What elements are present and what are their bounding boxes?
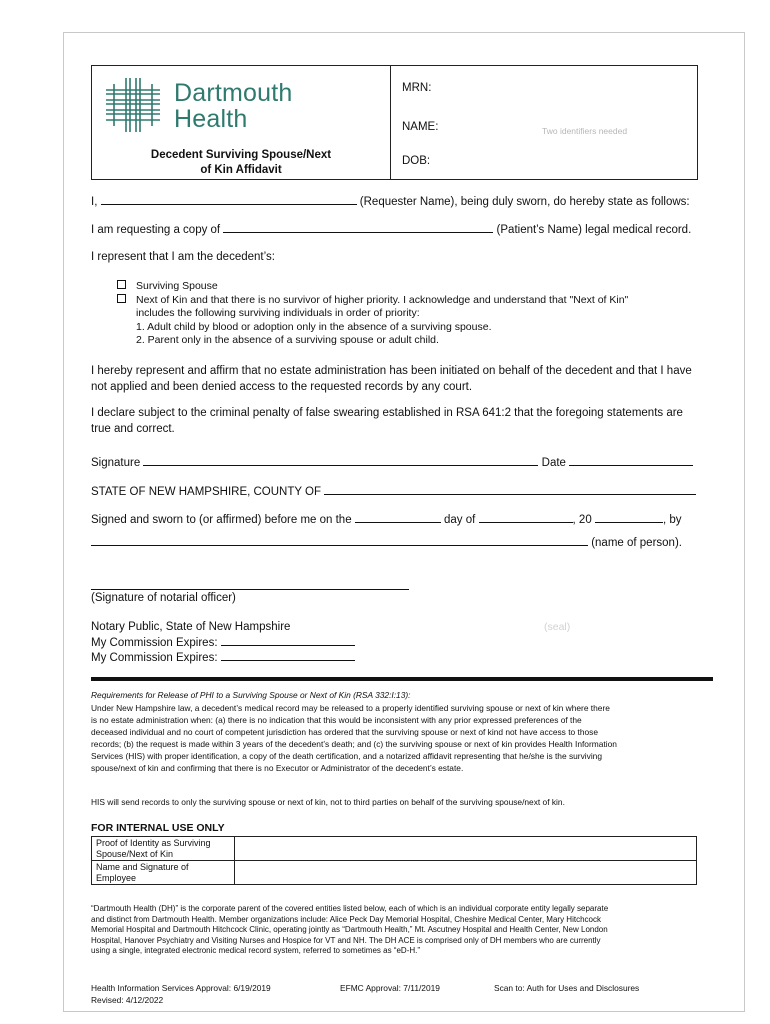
sworn-prefix: Signed and sworn to (or affirmed) before me on the xyxy=(91,514,352,526)
declare-line-2: true and correct. xyxy=(91,422,175,435)
requirements-line: spouse/next of kin and confirming that there is no Executor or Administrator of the decedent’s estate. xyxy=(91,763,464,773)
corporate-disclaimer xyxy=(91,904,713,957)
dob-label: DOB: xyxy=(402,155,431,167)
requirements-title: Requirements for Release of PHI to a Surviving Spouse or Next of Kin (RSA 332:I:13): xyxy=(91,690,411,700)
sworn-day-field[interactable] xyxy=(355,513,441,523)
scan-to: Scan to: Auth for Uses and Disclosures xyxy=(494,983,640,993)
represent-line: I represent that I am the decedent’s: xyxy=(91,251,275,263)
sworn-day-label: day of xyxy=(444,514,476,526)
form-title xyxy=(92,148,390,178)
declare-paragraph xyxy=(91,406,683,437)
sworn-month-field[interactable] xyxy=(479,513,573,523)
date-field[interactable] xyxy=(569,456,693,466)
option-next-of-kin-label: Next of Kin and that there is no survivor of higher priority. I acknowledge and understand that "Next of Kin" xyxy=(136,293,629,306)
identifier-hint: Two identifiers needed xyxy=(542,126,628,136)
county-row xyxy=(91,485,696,498)
corporate-line: using a single, integrated electronic medical record system, referred to sometimes as “eD-H.” xyxy=(91,946,421,955)
notary-signature-label: (Signature of notarial officer) xyxy=(91,592,236,604)
option-surviving-spouse xyxy=(117,280,628,294)
sworn-by-label: , by xyxy=(662,514,682,526)
patient-line xyxy=(91,223,691,236)
priority-item-2: 2. Parent only in the absence of a surviving spouse or adult child. xyxy=(136,334,439,346)
proof-identity-line-2: Spouse/Next of Kin xyxy=(96,848,174,859)
option-next-of-kin xyxy=(117,294,628,308)
table-row xyxy=(92,837,697,861)
next-of-kin-checkbox[interactable] xyxy=(117,294,126,303)
person-name-field[interactable] xyxy=(91,536,588,546)
revised-date: Revised: 4/12/2022 xyxy=(91,995,164,1005)
requirements-line: Under New Hampshire law, a decedent’s medical record may be released to a properly identified surviving spouse or next of kin where there xyxy=(91,703,610,713)
commission-row-1 xyxy=(91,636,355,652)
patient-name-field[interactable] xyxy=(223,223,493,233)
affirm-paragraph xyxy=(91,364,692,395)
sworn-year-label: , 20 xyxy=(572,514,592,526)
priority-item-1: 1. Adult child by blood or adoption only in the absence of a surviving spouse. xyxy=(136,320,492,333)
notary-public-label: Notary Public, State of New Hampshire xyxy=(91,621,291,633)
commission-field-1[interactable] xyxy=(221,636,355,646)
proof-identity-line-1: Proof of Identity as Surviving xyxy=(96,838,211,848)
brand-line-1: Dartmouth xyxy=(174,79,293,107)
mrn-label: MRN: xyxy=(402,82,432,94)
internal-use-table xyxy=(91,836,697,885)
notary-block xyxy=(91,620,355,667)
form-title-line-1: Decedent Surviving Spouse/Next xyxy=(150,149,332,161)
signature-row xyxy=(91,456,693,469)
commission-label-1: My Commission Expires: xyxy=(91,636,218,649)
signature-field[interactable] xyxy=(143,456,538,466)
employee-signature-line-1: Name and Signature of xyxy=(96,862,189,872)
corporate-line: and distinct from Dartmouth Health. Member organizations include: Alice Peck Day Memorial Hospital, Cheshire Medical Center, Mary Hitchcock xyxy=(91,914,601,924)
commission-label-2: My Commission Expires: xyxy=(91,652,218,664)
employee-signature-field[interactable] xyxy=(235,861,697,885)
requirements-line: records; (b) the request is made within 3 years of the decedent’s death; and (c) the surviving spouse or next of kin provides Health Information xyxy=(91,739,617,749)
sworn-row xyxy=(91,513,681,526)
requester-name-field[interactable] xyxy=(101,195,357,205)
person-label: (name of person). xyxy=(591,537,682,549)
surviving-spouse-checkbox[interactable] xyxy=(117,280,126,289)
internal-use-title: FOR INTERNAL USE ONLY xyxy=(91,822,225,834)
patient-suffix: (Patient’s Name) legal medical record. xyxy=(496,224,692,236)
relationship-options xyxy=(117,280,628,348)
requirements-line: Services (HIS) with proper identification, a copy of the death certification, and a notarized affidavit representing that he/she is the surviving xyxy=(91,751,602,761)
signature-label: Signature xyxy=(91,457,141,469)
person-row xyxy=(91,536,682,549)
requirements-line: deceased individual and no court of competent jurisdiction has ordered that the surviving spouse or next of kind not have access to those xyxy=(91,727,598,737)
state-county-label: STATE OF NEW HAMPSHIRE, COUNTY OF xyxy=(91,486,322,498)
name-label: NAME: xyxy=(402,121,439,133)
his-note: HIS will send records to only the surviving spouse or next of kin, not to third parties on behalf of the surviving spouse/next of kin. xyxy=(91,797,565,807)
option-surviving-spouse-label: Surviving Spouse xyxy=(136,280,218,292)
section-divider xyxy=(91,677,713,681)
affirm-line-2: not applied and been denied access to the requested records by any court. xyxy=(91,380,473,393)
employee-signature-label xyxy=(92,861,235,885)
requester-prefix: I, xyxy=(91,196,98,208)
patient-prefix: I am requesting a copy of xyxy=(91,224,221,236)
corporate-line: Memorial Hospital and Dartmouth Hitchcock Clinic, operating jointly as “Dartmouth Health,” Mt. Ascutney Hospital and Health Center, New London xyxy=(91,925,608,934)
commission-field-2[interactable] xyxy=(221,651,355,661)
header-divider xyxy=(390,66,391,179)
notary-signature-line[interactable] xyxy=(91,589,409,590)
efmc-approval: EFMC Approval: 7/11/2019 xyxy=(340,983,440,993)
requester-suffix: (Requester Name), being duly sworn, do hereby state as follows: xyxy=(359,196,690,208)
brand-line-2: Health xyxy=(174,105,248,133)
form-header xyxy=(91,65,698,180)
option-next-of-kin-cont: includes the following surviving individuals in order of priority: xyxy=(136,307,420,319)
proof-identity-field[interactable] xyxy=(235,837,697,861)
seal-placeholder: (seal) xyxy=(544,621,571,633)
his-approval: Health Information Services Approval: 6/19/2019 xyxy=(91,983,271,993)
requirements-text xyxy=(91,702,713,774)
dartmouth-health-logo-icon xyxy=(106,78,160,132)
sworn-year-field[interactable] xyxy=(595,513,663,523)
date-label: Date xyxy=(541,457,566,469)
proof-identity-label xyxy=(92,837,235,861)
employee-signature-line-2: Employee xyxy=(96,872,137,883)
corporate-line: Hospital, Hanover Psychiatry and Visiting Nurses and Hospice for VT and NH. The DH ACE is comprised only of DH members who are currently xyxy=(91,935,601,945)
table-row xyxy=(92,861,697,885)
corporate-line: “Dartmouth Health (DH)” is the corporate parent of the covered entities listed below, each of which is an individual corporate entity legally separate xyxy=(91,904,609,913)
county-field[interactable] xyxy=(324,485,696,495)
affirm-line-1: I hereby represent and affirm that no estate administration has been initiated on behalf of the decedent and that I have xyxy=(91,365,692,377)
commission-row-2 xyxy=(91,651,355,667)
declare-line-1: I declare subject to the criminal penalty of false swearing established in RSA 641:2 that the foregoing statements are xyxy=(91,407,683,419)
brand-name xyxy=(174,80,293,132)
requester-line xyxy=(91,195,690,208)
requirements-line: is no estate administration when: (a) there is no indication that this would be inconsistent with any prior expressed preferences of the xyxy=(91,715,582,725)
form-title-line-2: of Kin Affidavit xyxy=(200,164,282,176)
